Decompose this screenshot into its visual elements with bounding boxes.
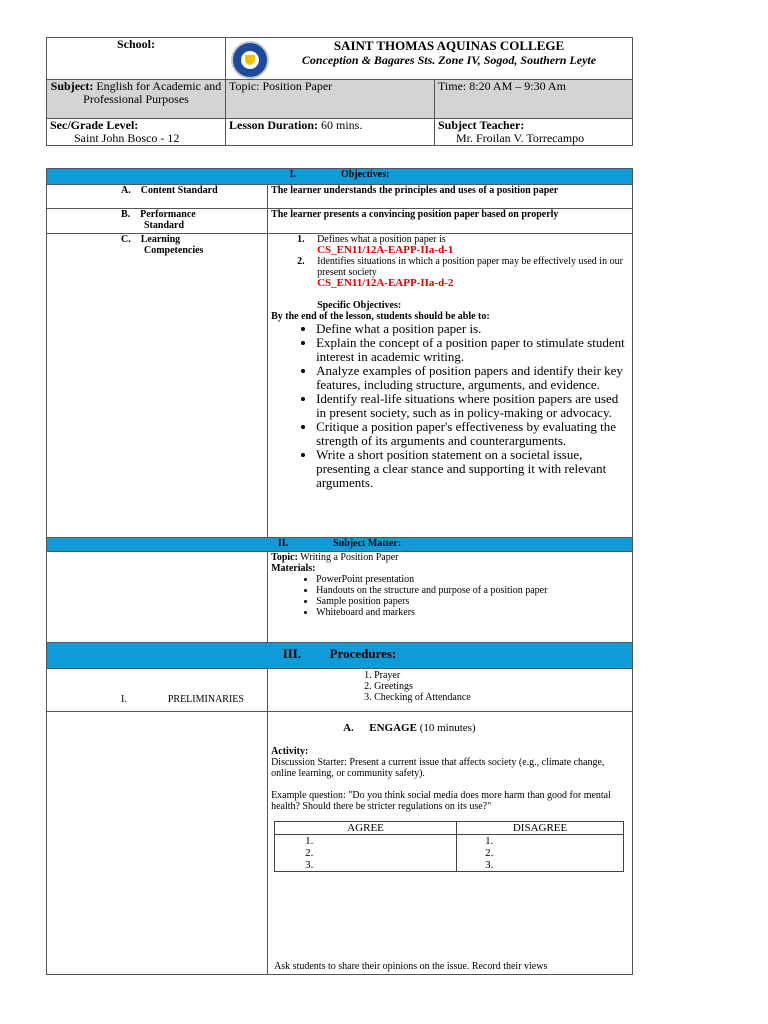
topic-cell — [226, 80, 435, 119]
list-item: • Sample position papers — [316, 596, 629, 607]
objectives-num: I. — [289, 169, 297, 180]
agree-cell — [275, 835, 457, 872]
materials-label: Materials: — [271, 563, 316, 574]
sec-value: Saint John Bosco - 12 — [74, 131, 180, 145]
performance-standard-label-cell — [47, 209, 268, 234]
materials-list — [271, 574, 629, 618]
procedures-title: Procedures: — [329, 646, 397, 661]
topic-text: Topic: Position Paper — [229, 79, 333, 93]
list-item: • Write a short position statement on a societal issue, presenting a clear stance and supporting it with relevant arguments. — [316, 448, 629, 490]
list-item: • Explain the concept of a position paper to stimulate student interest in academic writing. — [316, 336, 629, 364]
college-name: SAINT THOMAS AQUINAS COLLEGE — [333, 38, 565, 53]
engage-time: (10 minutes) — [419, 722, 476, 734]
sec-cell — [47, 119, 226, 146]
preliminaries-label-cell — [47, 669, 268, 712]
list-number: 2. — [485, 847, 494, 859]
specific-objectives-intro: By the end of the lesson, students should be able to: — [271, 311, 490, 322]
list-number: 1. — [485, 835, 494, 847]
engage-title: ENGAGE — [369, 722, 417, 734]
discussion-text: Discussion Starter: Present a current issue that affects society (e.g., climate change, online learning, or community safety). — [271, 757, 605, 779]
list-item: 2. Greetings — [364, 681, 413, 692]
learning-competencies-label-cell — [47, 234, 268, 538]
college-cell — [226, 38, 633, 80]
college-logo — [231, 41, 269, 82]
competency-num: 2. — [297, 256, 305, 267]
subject-value: English for Academic and Professional Purposes — [83, 79, 222, 106]
school-label-cell — [47, 38, 226, 80]
subject-matter-header — [47, 538, 633, 552]
lesson-plan-table — [46, 168, 633, 975]
list-item: • Identify real-life situations where position papers are used in present society, such as in policy-making or advocacy. — [316, 392, 629, 420]
list-item: • PowerPoint presentation — [316, 574, 629, 585]
subject-label: Subject: — [50, 79, 94, 93]
header-table — [46, 37, 633, 146]
content-standard-label: A. Content Standard — [121, 185, 218, 196]
time-cell — [435, 80, 633, 119]
list-item: 1. Prayer — [364, 670, 401, 681]
content-standard-value: The learner understands the principles and uses of a position paper — [268, 185, 633, 209]
duration-cell — [226, 119, 435, 146]
objectives-header — [47, 169, 633, 185]
teacher-value: Mr. Froilan V. Torrecampo — [456, 131, 585, 145]
competency-text: Identifies situations in which a position paper may be effectively used in our present society — [317, 256, 623, 278]
time-text: Time: 8:20 AM – 9:30 Am — [438, 79, 566, 93]
procedures-num: III. — [282, 646, 302, 661]
teacher-label: Subject Teacher: — [438, 118, 525, 132]
list-item: • Critique a position paper's effectiveness by evaluating the strength of its arguments and counterarguments. — [316, 420, 629, 448]
list-number: 3. — [305, 859, 314, 871]
list-item: • Analyze examples of position papers and identify their key features, including structure, arguments, and evidence. — [316, 364, 629, 392]
list-item: • Handouts on the structure and purpose of a position paper — [316, 585, 629, 596]
list-item: 3. Checking of Attendance — [364, 692, 471, 703]
engage-letter: A. — [343, 722, 354, 734]
subject-matter-num: II. — [277, 538, 289, 549]
duration-value: 60 mins. — [321, 118, 363, 132]
topic-label: Topic: — [271, 552, 298, 563]
competency-text: Defines what a position paper is — [317, 234, 446, 245]
subject-matter-content — [268, 552, 633, 643]
duration-label: Lesson Duration: — [229, 118, 319, 132]
performance-standard-label-b: Standard — [144, 220, 185, 231]
disagree-header: DISAGREE — [457, 822, 624, 835]
objectives-title: Objectives: — [341, 169, 390, 180]
performance-standard-label-a: B. Performance — [121, 209, 196, 220]
teacher-cell — [435, 119, 633, 146]
preliminaries-label: PRELIMINARIES — [167, 694, 244, 705]
topic-value: Writing a Position Paper — [300, 552, 399, 563]
list-number: 1. — [305, 835, 314, 847]
learning-competencies-label-b: Competencies — [144, 245, 204, 256]
activity-label: Activity: — [271, 746, 309, 757]
subject-cell — [47, 80, 226, 119]
learning-competencies-label-a: C. Learning — [121, 234, 181, 245]
engage-content — [268, 712, 633, 975]
agree-disagree-table — [274, 821, 624, 872]
subject-matter-left — [47, 552, 268, 643]
content-standard-label-cell — [47, 185, 268, 209]
ask-text: Ask students to share their opinions on the issue. Record their views — [274, 961, 548, 972]
school-label: School: — [116, 37, 155, 51]
specific-objectives-title: Specific Objectives: — [317, 300, 402, 311]
list-number: 2. — [305, 847, 314, 859]
disagree-cell — [457, 835, 624, 872]
procedures-header — [47, 643, 633, 669]
list-number: 3. — [485, 859, 494, 871]
engage-heading — [271, 722, 629, 735]
list-item: • Whiteboard and markers — [316, 607, 629, 618]
subject-matter-title: Subject Matter: — [333, 538, 402, 549]
competency-code: CS_EN11/12A-EAPP-IIa-d-2 — [317, 277, 454, 289]
engage-left — [47, 712, 268, 975]
competency-num: 1. — [297, 234, 305, 245]
competency-item — [271, 256, 629, 289]
performance-standard-value: The learner presents a convincing position paper based on properly — [268, 209, 633, 234]
learning-competencies-value — [268, 234, 633, 538]
list-item: • Define what a position paper is. — [316, 322, 629, 336]
competency-item — [271, 234, 629, 256]
agree-header: AGREE — [275, 822, 457, 835]
college-address: Conception & Bagares Sts. Zone IV, Sogod, Southern Leyte — [301, 53, 597, 67]
competency-code: CS_EN11/12A-EAPP-IIa-d-1 — [317, 244, 454, 256]
preliminaries-list — [268, 669, 633, 712]
sec-label: Sec/Grade Level: — [50, 118, 139, 132]
specific-objectives-list — [271, 322, 629, 490]
example-question: Example question: "Do you think social media does more harm than good for mental health? Should there be stricter regulations on its use?" — [271, 790, 611, 812]
preliminaries-num: I. — [121, 694, 127, 705]
